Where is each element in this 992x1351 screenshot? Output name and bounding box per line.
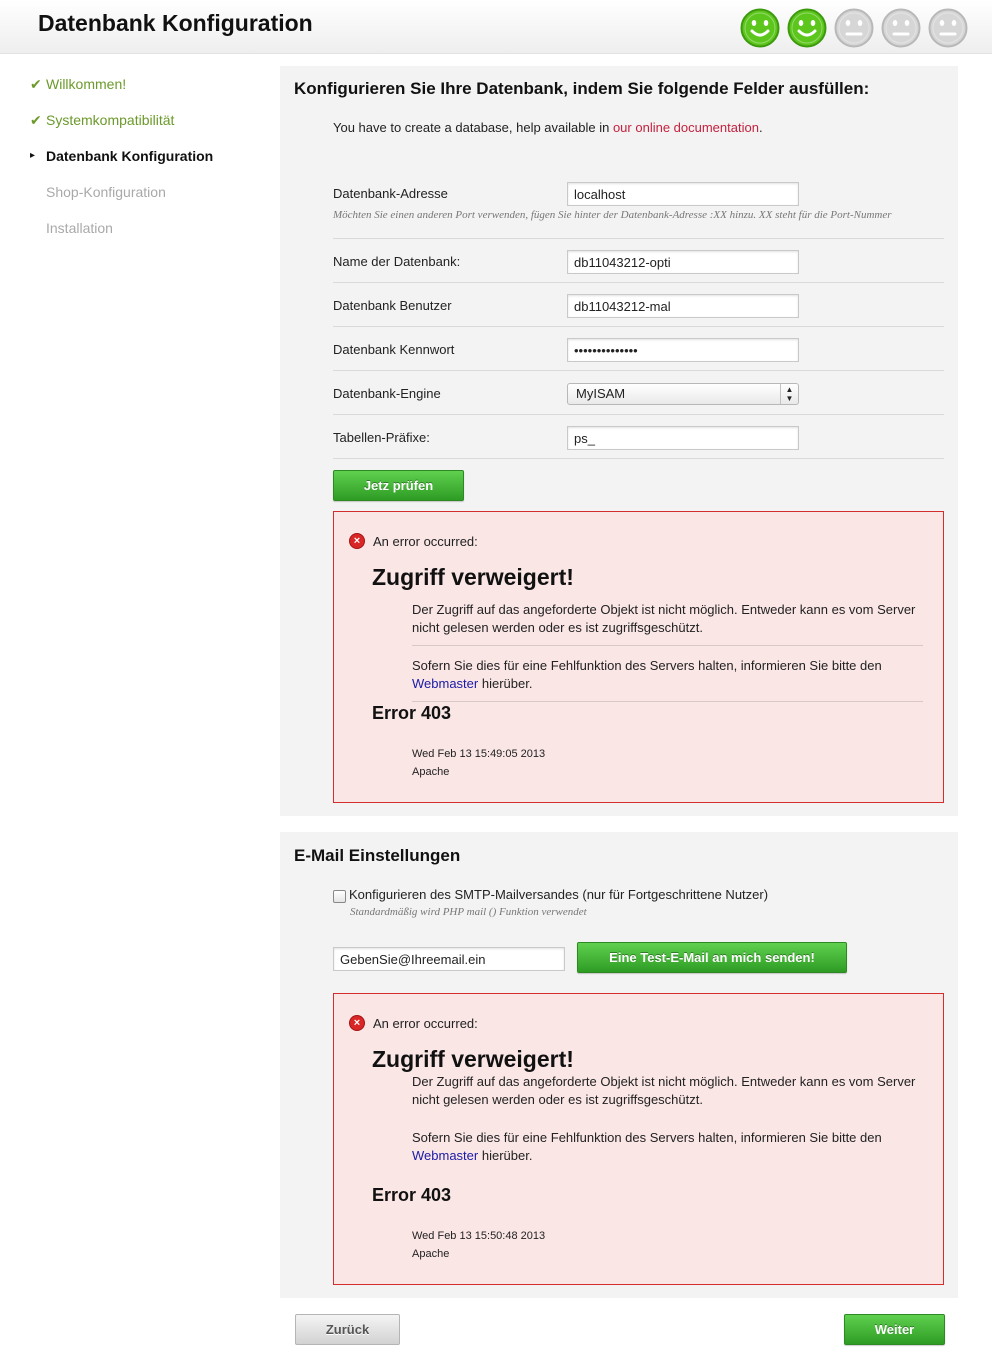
- smiley-neutral-icon: [834, 8, 874, 48]
- smtp-label[interactable]: Konfigurieren des SMTP-Mailversandes (nur für Fortgeschrittene Nutzer): [349, 887, 769, 902]
- field-row-table-prefix: [333, 415, 944, 459]
- error-text-1: Der Zugriff auf das angeforderte Objekt ist nicht möglich. Entweder kann es vom Server nicht gelesen werden oder es ist zugriffsgeschützt.: [412, 602, 916, 635]
- next-button[interactable]: Weiter: [844, 1314, 945, 1345]
- checkmark-icon: ✔: [30, 76, 42, 92]
- email-section-title: E-Mail Einstellungen: [294, 846, 461, 865]
- db-user-input[interactable]: [567, 294, 799, 318]
- error-server: Apache: [412, 1248, 450, 1260]
- email-panel: [280, 832, 958, 1298]
- help-text: [333, 120, 763, 135]
- error-text-2-prefix: Sofern Sie dies für eine Fehlfunktion des Servers halten, informieren Sie bitte den: [412, 658, 882, 673]
- table-prefix-label: Tabellen-Präfixe:: [333, 430, 430, 445]
- error-text-1: Der Zugriff auf das angeforderte Objekt ist nicht möglich. Entweder kann es vom Server nicht gelesen werden oder es ist zugriffsgeschützt.: [412, 1074, 916, 1107]
- db-name-input[interactable]: [567, 250, 799, 274]
- db-name-label: Name der Datenbank:: [333, 254, 461, 269]
- error-date: Wed Feb 13 15:50:48 2013: [412, 1230, 546, 1242]
- checkmark-icon: ✔: [30, 112, 42, 128]
- error-server: Apache: [412, 766, 450, 778]
- error-icon: ×: [349, 533, 365, 549]
- db-engine-value: MyISAM: [576, 386, 626, 401]
- error-heading: An error occurred:: [373, 534, 478, 549]
- error-text-2-suffix: hierüber.: [478, 676, 533, 691]
- help-prefix: You have to create a database, help available in: [333, 120, 613, 135]
- error-date: Wed Feb 13 15:49:05 2013: [412, 748, 546, 760]
- field-row-db-name: [333, 239, 944, 283]
- error-icon: ×: [349, 1015, 365, 1031]
- error-text-2-suffix: hierüber.: [478, 1148, 533, 1163]
- sidebar-item-label: Shop-Konfiguration: [46, 184, 166, 200]
- error-text-2: [412, 1129, 932, 1165]
- email-input[interactable]: [333, 947, 565, 971]
- caret-right-icon: ▸: [30, 150, 36, 161]
- error-text-2: [412, 657, 932, 693]
- database-panel: [280, 66, 958, 816]
- field-row-db-engine: [333, 371, 944, 415]
- smiley-happy-icon: [740, 8, 780, 48]
- smtp-checkbox[interactable]: [333, 890, 346, 903]
- db-user-label: Datenbank Benutzer: [333, 298, 452, 313]
- field-row-db-user: [333, 283, 944, 327]
- address-input[interactable]: [567, 182, 799, 206]
- page-title: Datenbank Konfiguration: [38, 10, 313, 36]
- address-hint: Möchten Sie einen anderen Port verwenden, fügen Sie hinter der Datenbank-Adresse :XX hinzu. XX steht für die Port-Nummer: [333, 209, 892, 221]
- error-title: Zugriff verweigert!: [372, 564, 574, 590]
- sidebar-item-label: Willkommen!: [46, 76, 127, 92]
- help-suffix: .: [758, 120, 763, 135]
- webmaster-link[interactable]: Webmaster: [412, 676, 479, 691]
- send-test-email-button[interactable]: Eine Test-E-Mail an mich senden!: [577, 942, 847, 973]
- webmaster-link[interactable]: Webmaster: [412, 1148, 479, 1163]
- sidebar-item-label: Installation: [46, 220, 113, 236]
- smiley-happy-icon: [787, 8, 827, 48]
- back-button[interactable]: Zurück: [295, 1314, 400, 1345]
- db-password-label: Datenbank Kennwort: [333, 342, 455, 357]
- divider: [412, 645, 923, 646]
- db-password-input[interactable]: [567, 338, 799, 362]
- sidebar-item-label: Datenbank Konfiguration: [46, 148, 214, 164]
- sidebar-item-label: Systemkompatibilität: [46, 112, 175, 128]
- divider: [412, 701, 923, 702]
- header: [0, 0, 992, 54]
- email-error-box: [333, 993, 944, 1285]
- error-text-2-prefix: Sofern Sie dies für eine Fehlfunktion des Servers halten, informieren Sie bitte den: [412, 1130, 882, 1145]
- db-engine-label: Datenbank-Engine: [333, 386, 441, 401]
- error-code: Error 403: [372, 703, 452, 723]
- field-row-address: [333, 182, 944, 239]
- table-prefix-input[interactable]: [567, 426, 799, 450]
- db-error-box: [333, 511, 944, 803]
- error-title: Zugriff verweigert!: [372, 1046, 574, 1072]
- address-label: Datenbank-Adresse: [333, 186, 448, 201]
- field-row-db-password: [333, 327, 944, 371]
- db-engine-select[interactable]: [567, 383, 799, 405]
- error-heading: An error occurred:: [373, 1016, 478, 1031]
- smiley-neutral-icon: [928, 8, 968, 48]
- smtp-hint: Standardmäßig wird PHP mail () Funktion verwendet: [350, 906, 587, 918]
- error-code: Error 403: [372, 1185, 452, 1205]
- documentation-link[interactable]: our online documentation: [612, 120, 759, 135]
- database-section-title: Konfigurieren Sie Ihre Datenbank, indem Sie folgende Felder ausfüllen:: [294, 79, 870, 98]
- select-arrows-icon: ▲ ▼: [780, 384, 798, 404]
- smiley-neutral-icon: [881, 8, 921, 48]
- check-now-button[interactable]: Jetz prüfen: [333, 470, 464, 501]
